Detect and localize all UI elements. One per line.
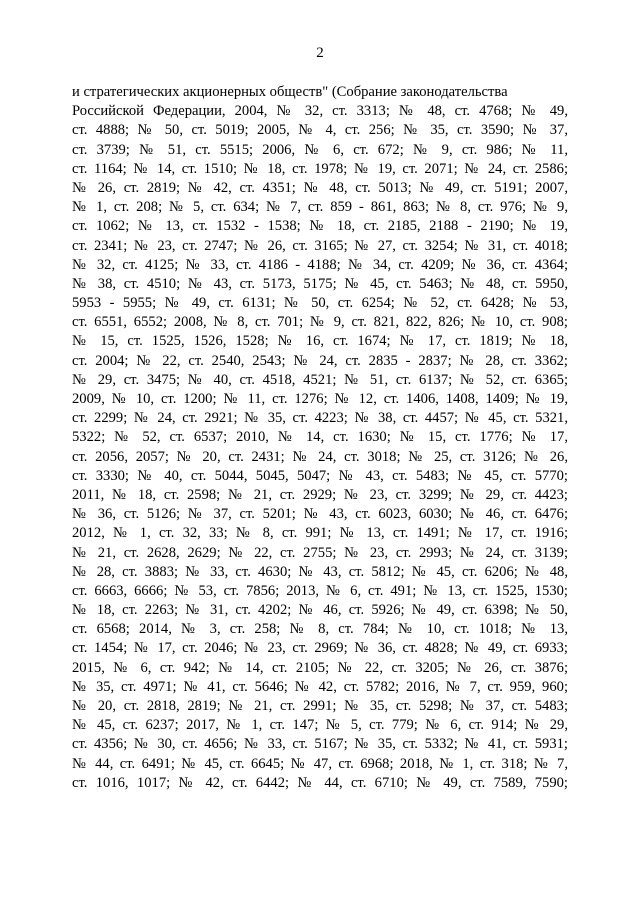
- text-line: № 18, ст. 2263; № 31, ст. 4202; № 46, ст. 5926; № 49, ст. 6398; № 50,: [72, 602, 568, 619]
- text-line: 2011, № 18, ст. 2598; № 21, ст. 2929; № 23, ст. 3299; № 29, ст. 4423;: [72, 486, 568, 503]
- text-line: № 1, ст. 208; № 5, ст. 634; № 7, ст. 859 - 861, 863; № 8, ст. 976; № 9,: [72, 199, 568, 216]
- text-line: ст. 1016, 1017; № 42, ст. 6442; № 44, ст. 6710; № 49, ст. 7589, 7590;: [72, 774, 568, 791]
- text-line: ст. 2056, 2057; № 20, ст. 2431; № 24, ст. 3018; № 25, ст. 3126; № 26,: [72, 448, 568, 465]
- text-line: № 29, ст. 3475; № 40, ст. 4518, 4521; № 51, ст. 6137; № 52, ст. 6365;: [72, 371, 568, 388]
- text-line: № 45, ст. 6237; 2017, № 1, ст. 147; № 5, ст. 779; № 6, ст. 914; № 29,: [72, 717, 568, 734]
- text-line: ст. 1454; № 17, ст. 2046; № 23, ст. 2969; № 36, ст. 4828; № 49, ст. 6933;: [72, 640, 568, 657]
- text-line: ст. 4356; № 30, ст. 4656; № 33, ст. 5167; № 35, ст. 5332; № 41, ст. 5931;: [72, 736, 568, 753]
- text-line: ст. 6663, 6666; № 53, ст. 7856; 2013, № 6, ст. 491; № 13, ст. 1525, 1530;: [72, 582, 568, 599]
- text-line: ст. 3739; № 51, ст. 5515; 2006, № 6, ст. 672; № 9, ст. 986; № 11,: [72, 141, 568, 158]
- text-line: ст. 2341; № 23, ст. 2747; № 26, ст. 3165; № 27, ст. 3254; № 31, ст. 4018;: [72, 237, 568, 254]
- text-line: № 36, ст. 5126; № 37, ст. 5201; № 43, ст. 6023, 6030; № 46, ст. 6476;: [72, 506, 568, 523]
- text-line: № 15, ст. 1525, 1526, 1528; № 16, ст. 1674; № 17, ст. 1819; № 18,: [72, 333, 568, 350]
- text-line: ст. 4888; № 50, ст. 5019; 2005, № 4, ст. 256; № 35, ст. 3590; № 37,: [72, 122, 568, 139]
- text-line: № 21, ст. 2628, 2629; № 22, ст. 2755; № 23, ст. 2993; № 24, ст. 3139;: [72, 544, 568, 561]
- text-line: 2015, № 6, ст. 942; № 14, ст. 2105; № 22, ст. 3205; № 26, ст. 3876;: [72, 659, 568, 676]
- text-line: 5953 - 5955; № 49, ст. 6131; № 50, ст. 6254; № 52, ст. 6428; № 53,: [72, 295, 568, 312]
- text-line: ст. 1062; № 13, ст. 1532 - 1538; № 18, ст. 2185, 2188 - 2190; № 19,: [72, 218, 568, 235]
- page-number: 2: [316, 45, 324, 61]
- text-line: ст. 1164; № 14, ст. 1510; № 18, ст. 1978; № 19, ст. 2071; № 24, ст. 2586;: [72, 160, 568, 177]
- text-line: № 44, ст. 6491; № 45, ст. 6645; № 47, ст. 6968; 2018, № 1, ст. 318; № 7,: [72, 755, 568, 772]
- text-line: № 38, ст. 4510; № 43, ст. 5173, 5175; № 45, ст. 5463; № 48, ст. 5950,: [72, 275, 568, 292]
- body-text: [72, 83, 568, 793]
- text-line: № 32, ст. 4125; № 33, ст. 4186 - 4188; № 34, ст. 4209; № 36, ст. 4364;: [72, 256, 568, 273]
- text-line: ст. 2299; № 24, ст. 2921; № 35, ст. 4223; № 38, ст. 4457; № 45, ст. 5321,: [72, 410, 568, 427]
- text-line: № 35, ст. 4971; № 41, ст. 5646; № 42, ст. 5782; 2016, № 7, ст. 959, 960;: [72, 678, 568, 695]
- text-line: № 26, ст. 2819; № 42, ст. 4351; № 48, ст. 5013; № 49, ст. 5191; 2007,: [72, 179, 568, 196]
- text-line: № 20, ст. 2818, 2819; № 21, ст. 2991; № 35, ст. 5298; № 37, ст. 5483;: [72, 698, 568, 714]
- text-line: ст. 6551, 6552; 2008, № 8, ст. 701; № 9, ст. 821, 822, 826; № 10, ст. 908;: [72, 314, 568, 331]
- text-line: ст. 6568; 2014, № 3, ст. 258; № 8, ст. 784; № 10, ст. 1018; № 13,: [72, 621, 568, 638]
- text-line: Российской Федерации, 2004, № 32, ст. 3313; № 48, ст. 4768; № 49,: [72, 103, 568, 120]
- text-line: ст. 2004; № 22, ст. 2540, 2543; № 24, ст. 2835 - 2837; № 28, ст. 3362;: [72, 352, 568, 369]
- text-line: ст. 3330; № 40, ст. 5044, 5045, 5047; № 43, ст. 5483; № 45, ст. 5770;: [72, 467, 568, 484]
- text-line: 5322; № 52, ст. 6537; 2010, № 14, ст. 1630; № 15, ст. 1776; № 17,: [72, 429, 568, 446]
- text-line: 2012, № 1, ст. 32, 33; № 8, ст. 991; № 13, ст. 1491; № 17, ст. 1916;: [72, 525, 568, 542]
- text-line: 2009, № 10, ст. 1200; № 11, ст. 1276; № 12, ст. 1406, 1408, 1409; № 19,: [72, 391, 568, 407]
- text-line: № 28, ст. 3883; № 33, ст. 4630; № 43, ст. 5812; № 45, ст. 6206; № 48,: [72, 563, 568, 580]
- text-line: и стратегических акционерных обществ" (Собрание законодательства: [72, 84, 508, 100]
